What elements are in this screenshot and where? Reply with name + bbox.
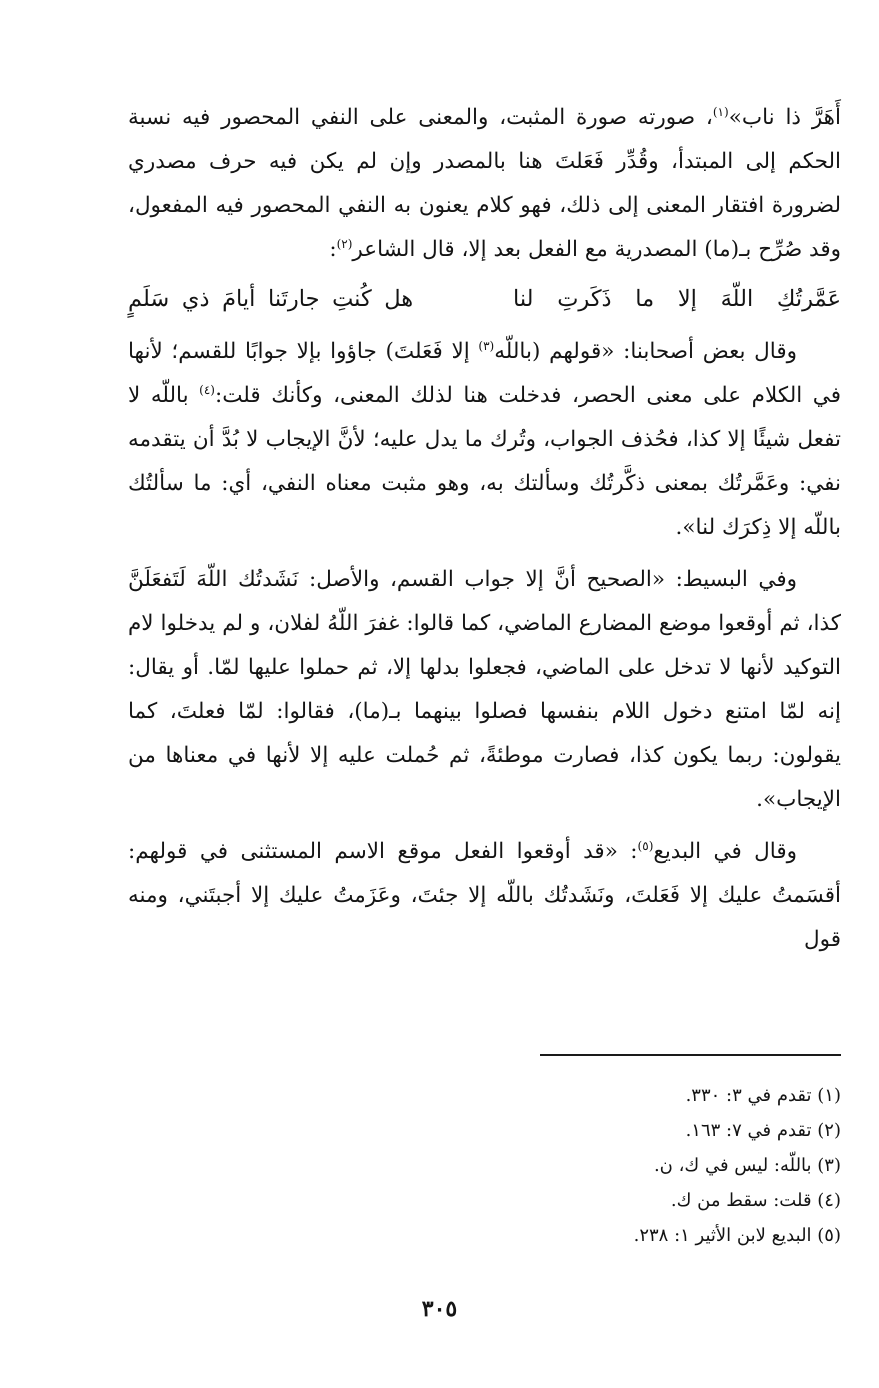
- footnote-1: (١) تقدم في ٣: ٣٣٠.: [685, 1085, 841, 1106]
- text-segment: باللّه لا تفعل شيئًا إلا كذا، فحُذف الجواب، وتُرك ما يدل عليه؛ لأنَّ الإيجاب لا بُدَّ أن يتقدمه نفي: وعَمَّرتُك بمعنى ذكَّرتُك وسألتك به، وهو مثبت معناه النفي، أي: ما سألتُك باللّه إلا ذِكرَك لنا».: [128, 383, 841, 540]
- text-segment: :: [329, 237, 337, 262]
- footnote-5: (٥) البديع لابن الأثير ١: ٢٣٨.: [633, 1225, 841, 1246]
- footnote-ref-5: (٥): [637, 838, 654, 853]
- text-segment: أَهَرَّ ذا ناب»: [728, 105, 841, 130]
- footnote-ref-1: (١): [712, 104, 729, 119]
- paragraph-4: [128, 830, 841, 962]
- text-segment: إلا فَعَلتَ) جاؤوا بإلا جوابًا للقسم؛ لأنها في الكلام على معنى الحصر، فدخلت هنا لذلك المعنى، وكأنك قلت:: [128, 339, 841, 408]
- verse-hemistich-first: عَمَّرتُكِ اللّهَ إلا ما ذَكَرتِ لنا: [513, 286, 841, 312]
- page-number: ٣٠٥: [421, 1296, 458, 1322]
- verse-hemistich-second: هل كُنتِ جارتَنا أيامَ ذي سَلَمٍ: [128, 286, 414, 312]
- paragraph-3: وفي البسيط: «الصحيح أنَّ إلا جواب القسم، والأصل: نَشَدتُك اللّهَ لَتَفعَلَنَّ كذا، ثم أوقعوا موضع المضارع الماضي، كما قالوا: غفرَ اللّهُ لفلان، و لم يدخلوا لام التوكيد لأنها لا تدخل على الماضي، فجعلوا بدلها إلا، ثم حملوا عليها لمّا. أو يقال: إنه لمّا امتنع دخول اللام بنفسها فصلوا بينهما بـ(ما)، فقالوا: لمّا فعلتَ، كما يقولون: ربما يكون كذا، فصارت موطئةً، ثم حُملت عليه إلا لأنها في معناها من الإيجاب».: [128, 567, 841, 812]
- footnote-2: (٢) تقدم في ٧: ١٦٣.: [685, 1120, 841, 1141]
- footnotes: [128, 1082, 841, 1257]
- text-segment: وقال بعض أصحابنا: «قولهم (باللّه: [494, 339, 797, 364]
- paragraph-2: [128, 330, 841, 550]
- footnote-separator-rule: [540, 1054, 841, 1056]
- footnote-ref-4: (٤): [199, 382, 215, 397]
- footnote-4: (٤) قلت: سقط من ك.: [670, 1190, 841, 1211]
- text-segment: وقال في البديع: [653, 839, 797, 864]
- footnote-ref-3: (٣): [478, 338, 495, 353]
- text-segment: ، صورته صورة المثبت، والمعنى على النفي المحصور فيه نسبة الحكم إلى المبتدأ، وقُدِّر فَعَلتَ هنا بالمصدر وإن لم يكن فيه حرف مصدري لضرورة افتقار المعنى إلى ذلك، فهو كلام يعنون به النفي المحصور فيه المفعول، وقد صُرِّح بـ(ما) المصدرية مع الفعل بعد إلا، قال الشاعر: [128, 105, 841, 262]
- paragraph-1: [128, 96, 841, 272]
- footnote-3: (٣) باللّه: ليس في ك، ن.: [653, 1155, 841, 1176]
- poetry-verse: [128, 276, 841, 322]
- footnote-ref-2: (٢): [336, 236, 353, 251]
- text-segment: : «قد أوقعوا الفعل موقع الاسم المستثنى في قولهم: أقسَمتُ عليك إلا فَعَلتَ، ونَشَدتُك باللّه إلا جئتَ، وعَزَمتُ عليك إلا أجبتَني، ومنه قول: [128, 839, 841, 952]
- main-text: [128, 96, 841, 962]
